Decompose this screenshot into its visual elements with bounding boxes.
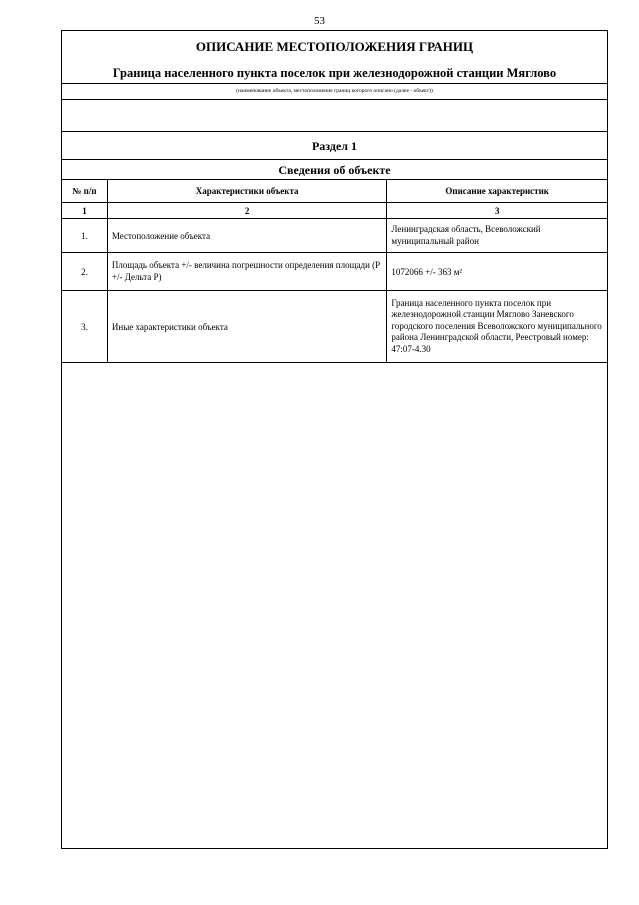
spacer-row [62,100,607,132]
column-number-row [62,203,607,219]
header-characteristic: Характеристики объекта [107,180,386,203]
page-number: 53 [314,15,325,27]
header-number: № п/п [62,180,107,203]
row-characteristic: Площадь объекта +/- величина погрешности определения площади (Р +/- Дельта Р) [107,253,386,291]
section-heading: Раздел 1 [62,132,607,160]
document-frame [61,30,608,849]
table-row [62,291,607,363]
row-description: 1072066 +/- 363 м² [387,253,607,291]
row-description: Граница населенного пункта поселок при железнодорожной станции Мяглово Заневского городского поселения Всеволожского муниципального района Ленинградской области, Реестровый номер: 47:07-4.30 [387,291,607,363]
row-description: Ленинградская область, Всеволожский муниципальный район [387,219,607,253]
row-number: 1. [62,219,107,253]
column-number: 3 [387,203,607,219]
object-info-table [62,180,607,363]
row-number: 3. [62,291,107,363]
row-characteristic: Местоположение объекта [107,219,386,253]
column-number: 2 [107,203,386,219]
header-description: Описание характеристик [387,180,607,203]
object-name: Граница населенного пункта поселок при железнодорожной станции Мяглово [62,62,607,84]
row-characteristic: Иные характеристики объекта [107,291,386,363]
column-number: 1 [62,203,107,219]
document-title: ОПИСАНИЕ МЕСТОПОЛОЖЕНИЯ ГРАНИЦ [195,39,474,54]
table-header-row [62,180,607,203]
object-name-note: (наименование объекта, местоположение границ которого описано (далее - объект)) [62,84,607,100]
row-number: 2. [62,253,107,291]
table-row [62,253,607,291]
table-row [62,219,607,253]
section-title: Сведения об объекте [62,160,607,180]
